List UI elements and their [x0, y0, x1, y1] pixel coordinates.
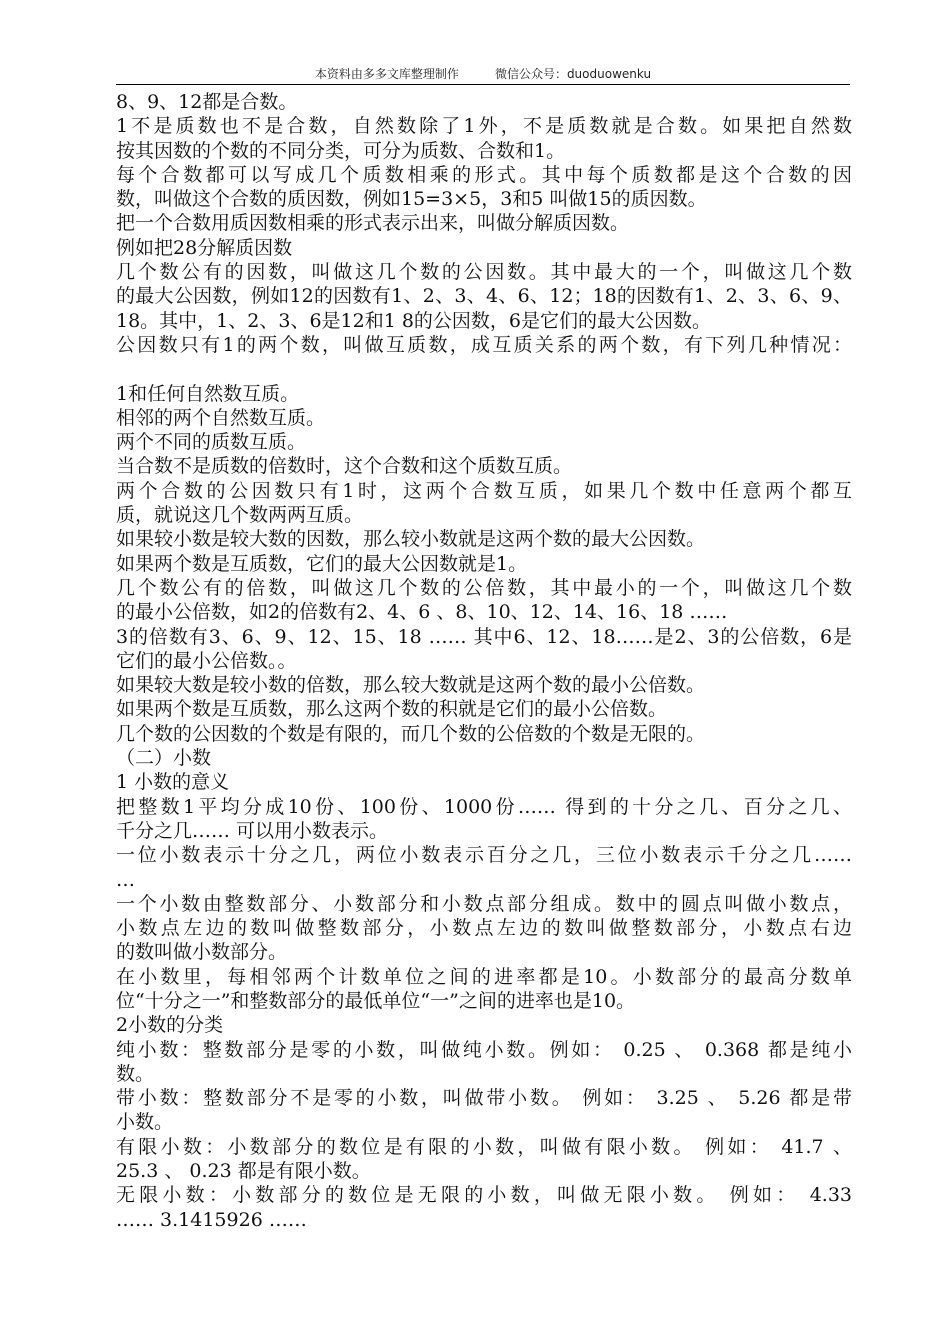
text-line: 如果较大数是较小数的倍数，那么较大数就是这两个数的最小公倍数。 [116, 674, 706, 697]
text-line: 几个数公有的因数，叫做这几个数的公因数。其中最大的一个，叫做这几个数 [116, 261, 852, 284]
header-source-text: 本资料由多多文库整理制作 [314, 67, 459, 81]
text-line: 把一个合数用质因数相乘的形式表示出来，叫做分解质因数。 [116, 212, 630, 235]
text-line: （二）小数 [116, 747, 212, 770]
text-line: 两个不同的质数互质。 [116, 431, 307, 454]
text-line: 25.3 、 0.23 都是有限小数。 [116, 1160, 371, 1183]
text-line: 把整数1平均分成10份、100份、1000份…… 得到的十分之几、百分之几、 [116, 795, 852, 818]
text-line: 的最小公倍数，如2的倍数有2、4、6 、8、10、12、14、16、18 …… [116, 601, 728, 624]
text-line: 一个小数由整数部分、小数部分和小数点部分组成。数中的圆点叫做小数点， [116, 892, 852, 915]
text-line: 如果较小数是较大数的因数，那么较小数就是这两个数的最大公因数。 [116, 528, 706, 551]
text-line: 的最大公因数，例如12的因数有1、2、3、4、6、12；18的因数有1、2、3、6、9、 [116, 285, 852, 308]
text-line: 如果两个数是互质数，它们的最大公因数就是1。 [116, 552, 528, 575]
text-line: 的数叫做小数部分。 [116, 941, 288, 964]
text-line: …… 3.1415926 …… [116, 1208, 307, 1231]
text-line: 1和任何自然数互质。 [116, 382, 300, 405]
text-line: 按其因数的个数的不同分类，可分为质数、合数和1。 [116, 139, 566, 162]
text-line: 几个数公有的倍数，叫做这几个数的公倍数，其中最小的一个，叫做这几个数 [116, 576, 852, 599]
text-line: 每个合数都可以写成几个质数相乘的形式。其中每个质数都是这个合数的因 [116, 163, 852, 186]
text-line: 无限小数：小数部分的数位是无限的小数，叫做无限小数。 例如： 4.33 [116, 1184, 852, 1207]
text-line [116, 357, 852, 381]
text-line: 数。 [116, 1062, 155, 1085]
text-line: 例如把28分解质因数 [116, 236, 293, 259]
text-line: 18。其中，1、2、3、6是12和1 8的公因数，6是它们的最大公因数。 [116, 309, 712, 332]
text-line: 相邻的两个自然数互质。 [116, 406, 326, 429]
text-line: 8、9、12都是合数。 [116, 91, 298, 113]
text-line: 数，叫做这个合数的质因数，例如15=3×5，3和5 叫做15的质因数。 [116, 188, 707, 211]
text-line: 位“十分之一”和整数部分的最低单位“一”之间的进率也是10。 [116, 989, 636, 1012]
text-line: 如果两个数是互质数，那么这两个数的积就是它们的最小公倍数。 [116, 698, 668, 721]
text-line: 当合数不是质数的倍数时，这个合数和这个质数互质。 [116, 455, 573, 478]
text-line: 一位小数表示十分之几，两位小数表示百分之几，三位小数表示千分之几…… [116, 844, 852, 867]
text-line: 在小数里，每相邻两个计数单位之间的进率都是10。小数部分的最高分数单 [116, 965, 852, 988]
text-line: 1 小数的意义 [116, 771, 230, 794]
text-line: … [116, 868, 135, 891]
text-line: 千分之几…… 可以用小数表示。 [116, 819, 389, 842]
text-line: 两个合数的公因数只有1时，这两个合数互质，如果几个数中任意两个都互 [116, 479, 852, 502]
text-line: 3的倍数有3、6、9、12、15、18 …… 其中6、12、18……是2、3的公倍数，6是 [116, 625, 852, 648]
text-line: 小数点左边的数叫做整数部分，小数点左边的数叫做整数部分，小数点右边 [116, 917, 852, 940]
text-line: 1不是质数也不是合数，自然数除了1外，不是质数就是合数。如果把自然数 [116, 115, 852, 138]
text-line: 公因数只有1的两个数，叫做互质数，成互质关系的两个数，有下列几种情况： [116, 333, 852, 356]
text-line: 小数。 [116, 1111, 174, 1134]
text-line: 质，就说这几个数两两互质。 [116, 504, 364, 527]
text-line: 纯小数：整数部分是零的小数，叫做纯小数。例如： 0.25 、 0.368 都是纯小 [116, 1038, 852, 1061]
text-line: 几个数的公因数的个数是有限的，而几个数的公倍数的个数是无限的。 [116, 722, 706, 745]
text-line: 有限小数：小数部分的数位是有限的小数，叫做有限小数。 例如： 41.7 、 [116, 1135, 852, 1158]
header-wechat-text: 微信公众号：duoduowenku [494, 67, 652, 81]
text-line: 它们的最小公倍数。。 [116, 649, 297, 672]
document-body [116, 90, 852, 1232]
text-line: 带小数：整数部分不是零的小数，叫做带小数。 例如： 3.25 、 5.26 都是带 [116, 1087, 852, 1110]
page-header [116, 66, 850, 85]
text-line: 2小数的分类 [116, 1014, 224, 1037]
